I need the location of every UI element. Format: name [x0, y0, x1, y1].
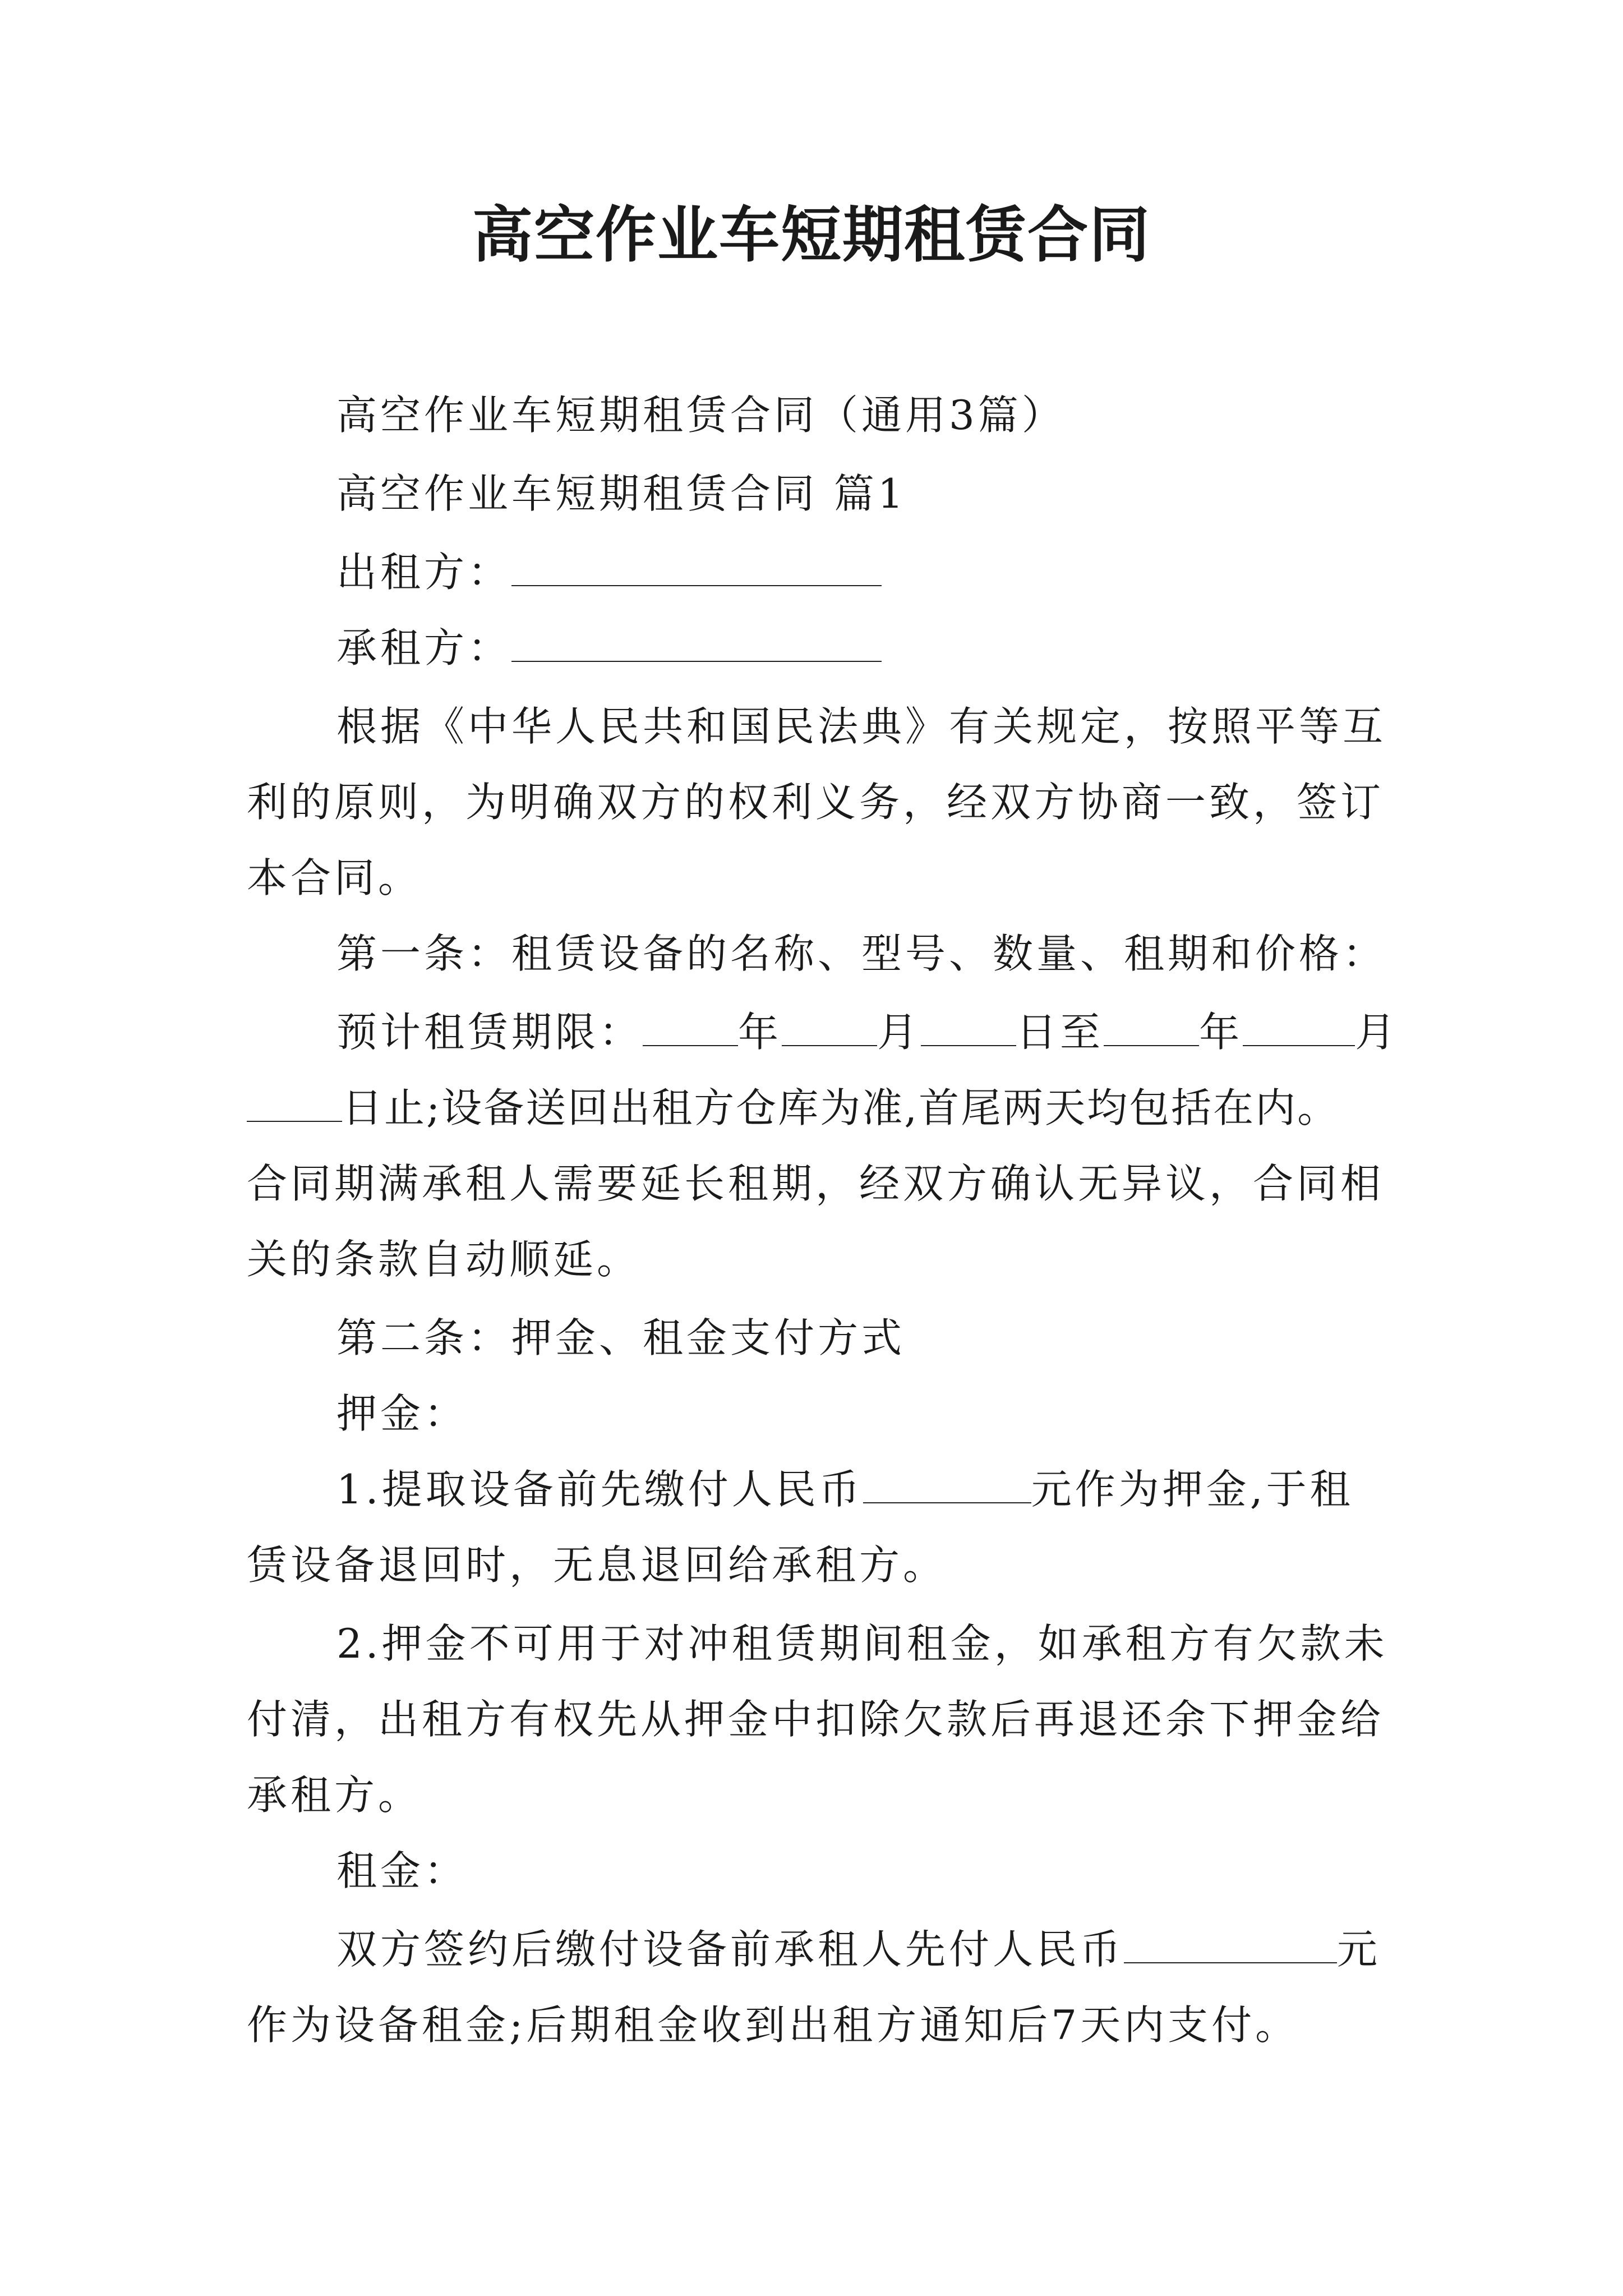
intro-line: 利的原则，为明确双方的权利义务，经双方协商一致，签订 — [247, 779, 1385, 826]
extension-line: 合同期满承租人需要延长租期，经双方确认无异议，合同相 — [247, 1160, 1385, 1207]
lessee-line — [336, 620, 882, 676]
rent-line — [336, 1921, 1381, 1977]
year-blank — [643, 1011, 738, 1046]
lessor-blank — [511, 551, 882, 586]
deposit-item-2-line: 承租方。 — [247, 1772, 422, 1819]
deposit-item-2-line: 2.押金不可用于对冲租赁期间租金，如承租方有欠款未 — [336, 1620, 1388, 1667]
lessee-label: 承租方： — [336, 624, 512, 671]
document-title: 高空作业车短期租赁合同 — [472, 200, 1151, 270]
lease-period-line-2 — [247, 1080, 1339, 1136]
deposit-item-2-line: 付清，出租方有权先从押金中扣除欠款后再退还余下押金给 — [247, 1696, 1385, 1743]
lease-period-rest: 日止;设备送回出租方仓库为准,首尾两天均包括在内。 — [342, 1084, 1340, 1131]
deposit-item-1-prefix: 1.提取设备前先缴付人民币 — [336, 1466, 863, 1513]
article2-heading: 第二条：押金、租金支付方式 — [336, 1314, 906, 1361]
document-subtitle: 高空作业车短期租赁合同（通用3篇） — [336, 392, 1066, 439]
month-label: 月 — [1355, 1009, 1399, 1056]
year-label: 年 — [738, 1009, 782, 1056]
month-blank — [782, 1011, 877, 1046]
rent-amount-blank — [1124, 1929, 1337, 1963]
deposit-label: 押金： — [336, 1390, 468, 1437]
intro-line: 本合同。 — [247, 854, 422, 901]
rent-line-2: 作为设备租金;后期租金收到出租方通知后7天内支付。 — [247, 2001, 1299, 2049]
lessor-label: 出租方： — [336, 549, 512, 596]
day-blank — [921, 1011, 1016, 1046]
lease-period-line — [336, 1004, 1399, 1060]
lessor-line — [336, 544, 882, 600]
rent-suffix: 元 — [1337, 1926, 1381, 1973]
rent-prefix: 双方签约后缴付设备前承租人先付人民币 — [336, 1926, 1124, 1973]
day-to-label: 日至 — [1016, 1009, 1104, 1056]
month-label: 月 — [877, 1009, 921, 1056]
day-blank — [247, 1087, 342, 1122]
lessee-blank — [511, 627, 882, 662]
month-blank — [1243, 1011, 1355, 1046]
deposit-item-1-suffix: 元作为押金,于租 — [1031, 1466, 1354, 1513]
deposit-item-1 — [336, 1461, 1354, 1517]
intro-line: 根据《中华人民共和国民法典》有关规定，按照平等互 — [336, 703, 1387, 750]
year-label: 年 — [1199, 1009, 1243, 1056]
deposit-amount-blank — [863, 1469, 1031, 1503]
year-blank — [1104, 1011, 1199, 1046]
section-heading: 高空作业车短期租赁合同 篇1 — [336, 470, 907, 517]
article1-heading: 第一条：租赁设备的名称、型号、数量、租期和价格： — [336, 930, 1387, 977]
rent-label: 租金： — [336, 1847, 468, 1894]
deposit-item-1-line-2: 赁设备退回时，无息退回给承租方。 — [247, 1542, 947, 1589]
extension-line: 关的条款自动顺延。 — [247, 1236, 641, 1283]
lease-period-label: 预计租赁期限： — [336, 1009, 643, 1056]
